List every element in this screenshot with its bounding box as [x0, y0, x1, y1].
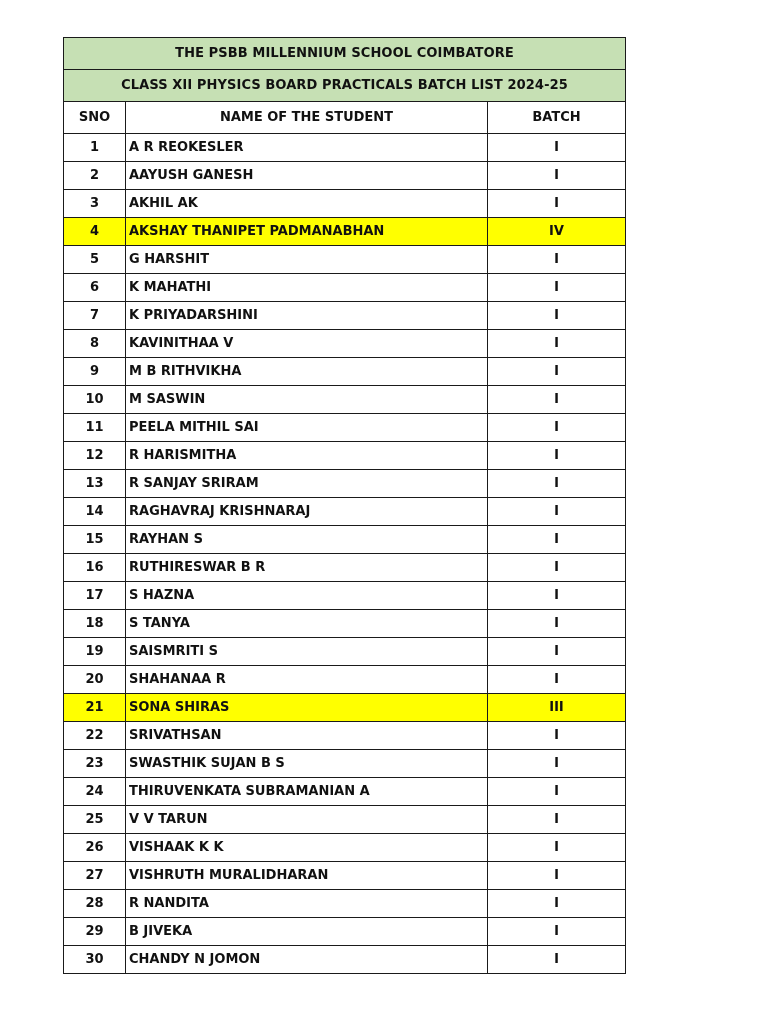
cell-batch: I: [488, 330, 626, 358]
table-row: [64, 918, 626, 946]
cell-sno: 13: [64, 470, 126, 498]
cell-batch: I: [488, 862, 626, 890]
table-row: [64, 386, 626, 414]
cell-sno: 14: [64, 498, 126, 526]
cell-sno: 1: [64, 134, 126, 162]
cell-batch: I: [488, 246, 626, 274]
cell-student-name: S TANYA: [126, 610, 488, 638]
table-row: [64, 414, 626, 442]
table-row: [64, 638, 626, 666]
cell-student-name: SAISMRITI S: [126, 638, 488, 666]
cell-batch: I: [488, 722, 626, 750]
cell-sno: 7: [64, 302, 126, 330]
cell-batch: I: [488, 302, 626, 330]
batch-list-sheet: [63, 37, 625, 974]
table-row: [64, 526, 626, 554]
table-row: [64, 750, 626, 778]
table-row: [64, 246, 626, 274]
cell-batch: I: [488, 134, 626, 162]
cell-sno: 20: [64, 666, 126, 694]
table-row: [64, 274, 626, 302]
cell-batch: I: [488, 778, 626, 806]
table-row: [64, 498, 626, 526]
column-header-sno: SNO: [64, 102, 126, 134]
cell-batch: I: [488, 834, 626, 862]
cell-student-name: VISHRUTH MURALIDHARAN: [126, 862, 488, 890]
cell-batch: I: [488, 498, 626, 526]
cell-batch: I: [488, 638, 626, 666]
school-title: THE PSBB MILLENNIUM SCHOOL COIMBATORE: [64, 38, 626, 70]
cell-student-name: RUTHIRESWAR B R: [126, 554, 488, 582]
cell-student-name: VISHAAK K K: [126, 834, 488, 862]
cell-batch: I: [488, 918, 626, 946]
column-header-row: [64, 102, 626, 134]
cell-batch: I: [488, 526, 626, 554]
cell-batch: I: [488, 274, 626, 302]
table-row: [64, 162, 626, 190]
cell-batch: I: [488, 386, 626, 414]
cell-sno: 16: [64, 554, 126, 582]
table-row: [64, 862, 626, 890]
cell-batch: I: [488, 750, 626, 778]
cell-sno: 2: [64, 162, 126, 190]
cell-sno: 5: [64, 246, 126, 274]
title-row: [64, 38, 626, 70]
cell-batch: IV: [488, 218, 626, 246]
cell-sno: 26: [64, 834, 126, 862]
cell-student-name: AKSHAY THANIPET PADMANABHAN: [126, 218, 488, 246]
cell-batch: I: [488, 358, 626, 386]
cell-sno: 3: [64, 190, 126, 218]
cell-student-name: AKHIL AK: [126, 190, 488, 218]
cell-student-name: PEELA MITHIL SAI: [126, 414, 488, 442]
cell-student-name: M B RITHVIKHA: [126, 358, 488, 386]
table-row: [64, 442, 626, 470]
cell-sno: 11: [64, 414, 126, 442]
table-row: [64, 582, 626, 610]
cell-student-name: M SASWIN: [126, 386, 488, 414]
table-row: [64, 610, 626, 638]
cell-student-name: K PRIYADARSHINI: [126, 302, 488, 330]
cell-student-name: V V TARUN: [126, 806, 488, 834]
column-header-name: NAME OF THE STUDENT: [126, 102, 488, 134]
cell-sno: 18: [64, 610, 126, 638]
cell-batch: I: [488, 190, 626, 218]
list-subtitle: CLASS XII PHYSICS BOARD PRACTICALS BATCH LIST 2024-25: [64, 70, 626, 102]
cell-batch: I: [488, 946, 626, 974]
cell-student-name: R SANJAY SRIRAM: [126, 470, 488, 498]
table-row: [64, 358, 626, 386]
cell-sno: 10: [64, 386, 126, 414]
table-row: [64, 694, 626, 722]
cell-student-name: K MAHATHI: [126, 274, 488, 302]
cell-sno: 6: [64, 274, 126, 302]
cell-student-name: RAGHAVRAJ KRISHNARAJ: [126, 498, 488, 526]
cell-student-name: KAVINITHAA V: [126, 330, 488, 358]
cell-batch: I: [488, 806, 626, 834]
cell-batch: I: [488, 890, 626, 918]
cell-sno: 28: [64, 890, 126, 918]
cell-sno: 25: [64, 806, 126, 834]
cell-batch: I: [488, 666, 626, 694]
cell-batch: I: [488, 470, 626, 498]
cell-batch: I: [488, 414, 626, 442]
table-row: [64, 946, 626, 974]
cell-sno: 9: [64, 358, 126, 386]
cell-batch: I: [488, 442, 626, 470]
table-row: [64, 666, 626, 694]
table-row: [64, 778, 626, 806]
cell-student-name: THIRUVENKATA SUBRAMANIAN A: [126, 778, 488, 806]
column-header-batch: BATCH: [488, 102, 626, 134]
cell-student-name: G HARSHIT: [126, 246, 488, 274]
table-row: [64, 134, 626, 162]
cell-student-name: RAYHAN S: [126, 526, 488, 554]
table-row: [64, 190, 626, 218]
cell-student-name: CHANDY N JOMON: [126, 946, 488, 974]
cell-batch: III: [488, 694, 626, 722]
table-row: [64, 722, 626, 750]
cell-student-name: AAYUSH GANESH: [126, 162, 488, 190]
cell-sno: 15: [64, 526, 126, 554]
table-row: [64, 554, 626, 582]
table-row: [64, 330, 626, 358]
cell-sno: 12: [64, 442, 126, 470]
cell-student-name: R NANDITA: [126, 890, 488, 918]
cell-sno: 27: [64, 862, 126, 890]
cell-batch: I: [488, 582, 626, 610]
cell-sno: 23: [64, 750, 126, 778]
cell-sno: 8: [64, 330, 126, 358]
table-row: [64, 302, 626, 330]
table-row: [64, 218, 626, 246]
cell-sno: 21: [64, 694, 126, 722]
cell-sno: 17: [64, 582, 126, 610]
cell-sno: 29: [64, 918, 126, 946]
cell-student-name: SWASTHIK SUJAN B S: [126, 750, 488, 778]
cell-student-name: A R REOKESLER: [126, 134, 488, 162]
cell-sno: 30: [64, 946, 126, 974]
table-row: [64, 834, 626, 862]
cell-student-name: S HAZNA: [126, 582, 488, 610]
cell-sno: 24: [64, 778, 126, 806]
cell-student-name: SHAHANAA R: [126, 666, 488, 694]
cell-sno: 22: [64, 722, 126, 750]
cell-student-name: SRIVATHSAN: [126, 722, 488, 750]
table-row: [64, 806, 626, 834]
cell-sno: 19: [64, 638, 126, 666]
table-row: [64, 890, 626, 918]
cell-sno: 4: [64, 218, 126, 246]
cell-student-name: B JIVEKA: [126, 918, 488, 946]
cell-student-name: R HARISMITHA: [126, 442, 488, 470]
batch-list-table: [63, 37, 626, 974]
cell-batch: I: [488, 162, 626, 190]
cell-batch: I: [488, 610, 626, 638]
cell-student-name: SONA SHIRAS: [126, 694, 488, 722]
subtitle-row: [64, 70, 626, 102]
table-row: [64, 470, 626, 498]
cell-batch: I: [488, 554, 626, 582]
